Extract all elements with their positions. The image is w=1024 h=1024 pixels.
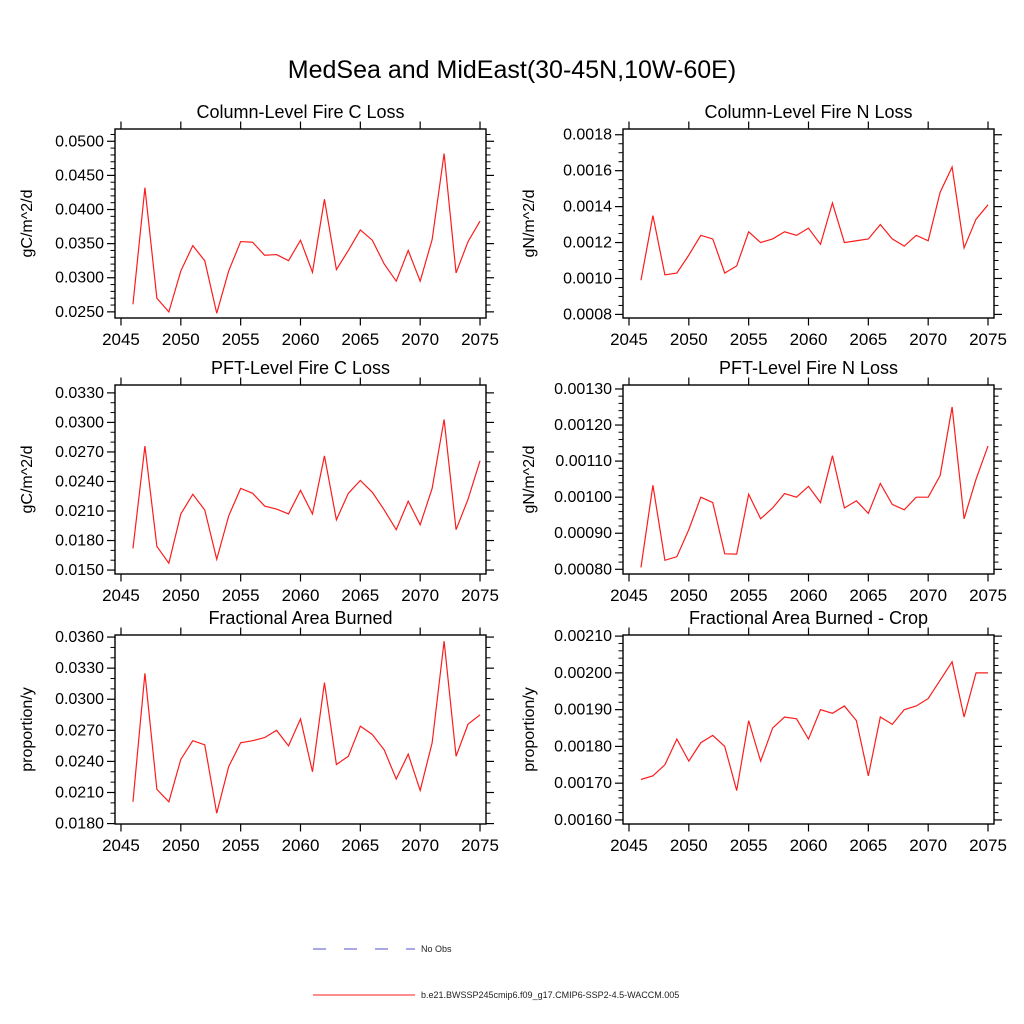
y-tick-label: 0.00170 [554, 775, 612, 793]
plot-frame [115, 385, 486, 574]
legend-label-model-run: b.e21.BWSSP245cmip6.f09_g17.CMIP6-SSP2-4.5-WACCM.005 [421, 990, 680, 1000]
panel-column-level-fire-c-loss [0, 96, 512, 356]
x-tick-label: 2070 [909, 836, 948, 855]
x-tick-label: 2045 [610, 586, 648, 605]
x-tick-label: 2070 [401, 330, 440, 349]
y-tick-label: 0.00110 [555, 453, 612, 471]
y-axis-label: gC/m^2/d [19, 189, 36, 258]
x-tick-label: 2055 [729, 330, 768, 349]
panel-title: PFT-Level Fire N Loss [718, 358, 899, 378]
y-tick-label: 0.0300 [55, 691, 104, 709]
y-tick-label: 0.0400 [55, 201, 104, 219]
panel-title: Fractional Area Burned [208, 608, 393, 628]
y-tick-label: 0.0500 [55, 133, 104, 151]
x-tick-label: 2070 [909, 586, 948, 605]
x-tick-label: 2070 [401, 586, 440, 605]
y-tick-label: 0.0008 [563, 306, 612, 324]
x-tick-label: 2075 [461, 586, 499, 605]
y-tick-label: 0.00210 [554, 628, 612, 646]
y-tick-label: 0.00160 [554, 811, 612, 829]
x-tick-label: 2050 [161, 330, 200, 349]
y-tick-label: 0.0240 [55, 473, 104, 491]
y-tick-label: 0.00180 [554, 738, 612, 756]
legend-label-no-obs: No Obs [421, 944, 452, 954]
y-tick-label: 0.0330 [55, 384, 104, 402]
y-tick-label: 0.0016 [563, 162, 612, 180]
plot-frame [623, 635, 994, 824]
y-tick-label: 0.00120 [554, 417, 612, 435]
y-tick-label: 0.0300 [55, 269, 104, 287]
plot-frame [623, 129, 994, 318]
x-tick-label: 2065 [341, 330, 380, 349]
panel-pft-level-fire-c-loss [0, 352, 512, 612]
x-tick-label: 2075 [461, 330, 499, 349]
chart-pft-level-fire-c-loss [0, 352, 512, 612]
x-tick-label: 2065 [849, 330, 888, 349]
y-tick-label: 0.0180 [55, 532, 104, 550]
series-line [133, 419, 480, 563]
y-tick-label: 0.0360 [55, 629, 104, 647]
y-tick-label: 0.0450 [55, 167, 104, 185]
series-line [641, 407, 988, 568]
x-tick-label: 2060 [281, 330, 320, 349]
series-line [133, 154, 480, 314]
x-tick-label: 2075 [969, 330, 1007, 349]
chart-column-level-fire-n-loss [512, 96, 1024, 356]
x-tick-label: 2060 [281, 836, 320, 855]
y-tick-label: 0.00130 [554, 380, 612, 398]
x-tick-label: 2060 [789, 586, 828, 605]
y-tick-label: 0.0014 [563, 198, 612, 216]
x-tick-label: 2055 [221, 586, 260, 605]
legend-item-no-obs [312, 941, 452, 957]
y-tick-label: 0.00200 [554, 664, 612, 682]
y-tick-label: 0.0240 [55, 753, 104, 771]
y-axis-label: gC/m^2/d [19, 445, 36, 514]
chart-fractional-area-burned [0, 602, 512, 862]
y-tick-label: 0.00190 [554, 701, 612, 719]
x-tick-label: 2065 [341, 586, 380, 605]
chart-pft-level-fire-n-loss [512, 352, 1024, 612]
y-tick-label: 0.0210 [55, 503, 104, 520]
x-tick-label: 2045 [610, 330, 648, 349]
panel-column-level-fire-n-loss [512, 96, 1024, 356]
x-tick-label: 2065 [341, 836, 380, 855]
x-tick-label: 2055 [729, 586, 768, 605]
x-tick-label: 2060 [789, 836, 828, 855]
y-tick-label: 0.0150 [55, 562, 104, 580]
series-line [641, 167, 988, 280]
y-tick-label: 0.0018 [563, 126, 612, 144]
x-tick-label: 2075 [969, 586, 1007, 605]
y-axis-label: gN/m^2/d [521, 189, 538, 258]
y-tick-label: 0.00080 [554, 561, 612, 579]
legend-item-model-run [312, 987, 679, 1003]
x-tick-label: 2055 [221, 836, 260, 855]
y-axis-label: proportion/y [521, 687, 538, 772]
y-tick-label: 0.00090 [554, 525, 612, 543]
y-tick-label: 0.0350 [55, 235, 104, 253]
x-tick-label: 2075 [461, 836, 499, 855]
panel-fractional-area-burned-crop [512, 602, 1024, 862]
series-line [641, 662, 988, 791]
x-tick-label: 2045 [102, 586, 140, 605]
chart-fractional-area-burned-crop [512, 602, 1024, 862]
y-tick-label: 0.0010 [563, 270, 612, 288]
x-tick-label: 2050 [669, 586, 708, 605]
x-tick-label: 2050 [161, 836, 200, 855]
panel-title: Fractional Area Burned - Crop [688, 608, 929, 628]
panel-title: PFT-Level Fire C Loss [210, 358, 391, 378]
y-tick-label: 0.0330 [55, 660, 104, 678]
y-tick-label: 0.00100 [554, 489, 612, 507]
plot-frame [115, 129, 486, 318]
x-tick-label: 2075 [969, 836, 1007, 855]
x-tick-label: 2045 [610, 836, 648, 855]
y-tick-label: 0.0210 [55, 784, 104, 802]
x-tick-label: 2050 [161, 586, 200, 605]
legend-line-solid-icon [312, 987, 415, 1003]
panel-fractional-area-burned [0, 602, 512, 862]
x-tick-label: 2070 [401, 836, 440, 855]
x-tick-label: 2060 [789, 330, 828, 349]
x-tick-label: 2065 [849, 836, 888, 855]
y-tick-label: 0.0250 [55, 303, 104, 321]
y-tick-label: 0.0270 [55, 443, 104, 461]
y-axis-label: proportion/y [19, 687, 36, 772]
x-tick-label: 2060 [281, 586, 320, 605]
x-tick-label: 2055 [729, 836, 768, 855]
panel-title: Column-Level Fire N Loss [704, 102, 913, 122]
y-tick-label: 0.0300 [55, 414, 104, 432]
x-tick-label: 2050 [669, 330, 708, 349]
panel-pft-level-fire-n-loss [512, 352, 1024, 612]
series-line [133, 641, 480, 813]
panel-title: Column-Level Fire C Loss [196, 102, 405, 122]
y-tick-label: 0.0270 [55, 722, 104, 740]
x-tick-label: 2055 [221, 330, 260, 349]
x-tick-label: 2070 [909, 330, 948, 349]
x-tick-label: 2045 [102, 330, 140, 349]
x-tick-label: 2065 [849, 586, 888, 605]
y-axis-label: gN/m^2/d [521, 445, 538, 514]
chart-column-level-fire-c-loss [0, 96, 512, 356]
y-tick-label: 0.0012 [563, 234, 612, 252]
x-tick-label: 2045 [102, 836, 140, 855]
y-tick-label: 0.0180 [55, 815, 104, 833]
x-tick-label: 2050 [669, 836, 708, 855]
main-title: MedSea and MidEast(30-45N,10W-60E) [287, 56, 737, 84]
legend-line-dashed-icon [312, 941, 415, 957]
